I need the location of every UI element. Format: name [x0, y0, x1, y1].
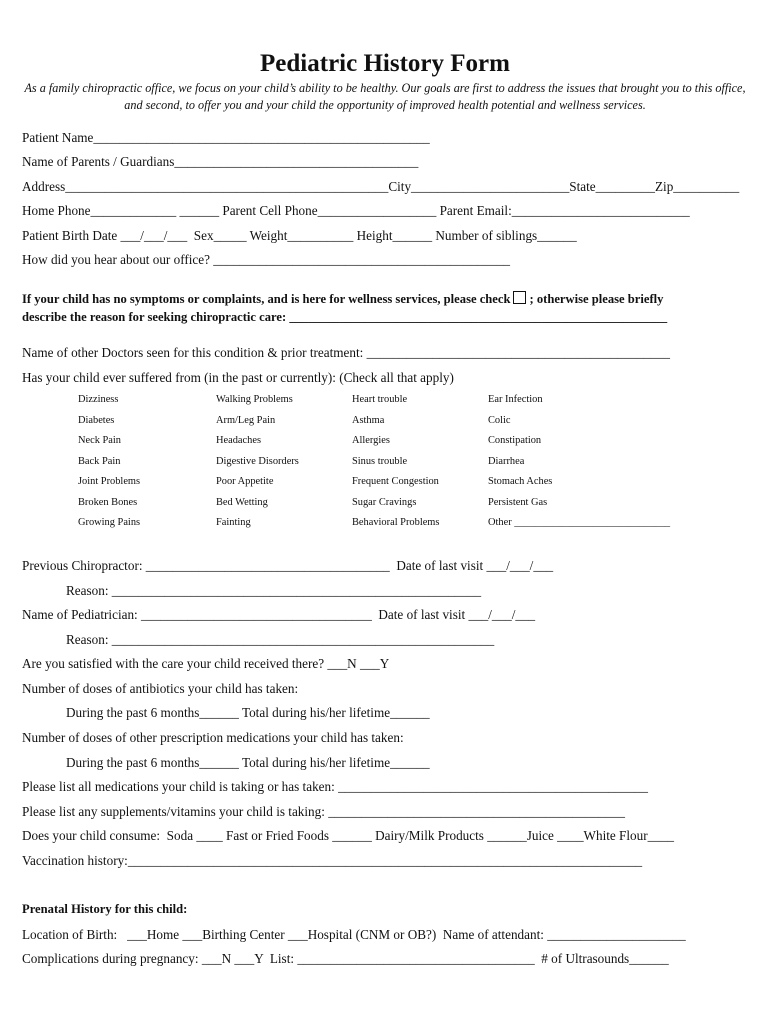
pediatrician-reason-field[interactable]: Reason: __________________________________________________________ — [66, 632, 495, 647]
birth-location-field[interactable]: Location of Birth: ___Home ___Birthing Center ___Hospital (CNM or OB?) Name of attendant: _____________________ — [22, 927, 686, 942]
condition-option[interactable]: Dizziness — [78, 394, 119, 405]
condition-option[interactable]: Arm/Leg Pain — [216, 414, 276, 426]
condition-option[interactable]: Colic — [488, 414, 511, 426]
reason-field[interactable]: describe the reason for seeking chiropractic care: ____________________________________________________________ — [22, 310, 668, 324]
condition-option[interactable]: Diabetes — [78, 414, 115, 426]
satisfied-field[interactable]: Are you satisfied with the care your child received there? ___N ___Y — [22, 656, 390, 671]
condition-option[interactable]: Frequent Congestion — [352, 476, 439, 487]
condition-option[interactable]: Stomach Aches — [488, 476, 553, 487]
other-meds-doses-field[interactable]: During the past 6 months______ Total during his/her lifetime______ — [66, 755, 430, 770]
previous-chiropractor-field[interactable]: Previous Chiropractor: _____________________________________ Date of last visit ___/___/___ — [22, 558, 554, 573]
conditions-question: Has your child ever suffered from (in the past or currently): (Check all that apply) — [22, 370, 454, 385]
condition-option[interactable]: Diarrhea — [488, 455, 525, 467]
wellness-statement — [22, 291, 663, 307]
parents-field[interactable]: Name of Parents / Guardians_____________________________________ — [22, 154, 419, 169]
address-field[interactable]: Address_________________________________________________City________________________State_________Zip__________ — [22, 179, 740, 194]
condition-option[interactable]: Fainting — [216, 517, 251, 528]
condition-option[interactable]: Sinus trouble — [352, 455, 408, 467]
condition-option[interactable]: Digestive Disorders — [216, 455, 299, 467]
condition-option[interactable]: Heart trouble — [352, 394, 408, 405]
supplements-field[interactable]: Please list any supplements/vitamins your child is taking: _____________________________________________ — [22, 804, 625, 819]
form-title: Pediatric History Form — [260, 50, 510, 77]
pregnancy-complications-field[interactable]: Complications during pregnancy: ___N ___Y List: ____________________________________ # of Ultrasounds______ — [22, 951, 669, 966]
condition-option[interactable]: Back Pain — [78, 455, 121, 467]
condition-option[interactable]: Persistent Gas — [488, 496, 548, 508]
condition-option[interactable]: Asthma — [352, 414, 385, 426]
condition-option[interactable]: Sugar Cravings — [352, 496, 417, 508]
wellness-text-1: If your child has no symptoms or complaints, and is here for wellness services, please check — [22, 292, 511, 306]
consumption-field[interactable]: Does your child consume: Soda ____ Fast or Fried Foods ______ Dairy/Milk Products ______Juice ____White Flour____ — [22, 828, 675, 843]
patient-name-field[interactable]: Patient Name___________________________________________________ — [22, 130, 430, 145]
condition-option[interactable]: Ear Infection — [488, 394, 543, 405]
form-intro: As a family chiropractic office, we focus on your child’s ability to be healthy. Our goals are first to address the issues that brought you to this office, and second, to offer you and your child the opportunity of improved health potential and wellness services. — [24, 81, 746, 112]
condition-option[interactable]: Broken Bones — [78, 496, 138, 508]
phones-field[interactable]: Home Phone_____________ ______ Parent Cell Phone__________________ Parent Email:___________________________ — [22, 203, 690, 218]
condition-option[interactable]: Other ______________________________ — [488, 517, 671, 528]
referral-field[interactable]: How did you hear about our office? _____________________________________________ — [22, 252, 511, 267]
condition-option[interactable]: Allergies — [352, 435, 390, 446]
condition-option[interactable]: Constipation — [488, 435, 542, 446]
medications-field[interactable]: Please list all medications your child is taking or has taken: _______________________________________________ — [22, 779, 648, 794]
condition-option[interactable]: Growing Pains — [78, 517, 141, 528]
birth-info-field[interactable]: Patient Birth Date ___/___/___ Sex_____ Weight__________ Height______ Number of siblings______ — [22, 228, 577, 243]
chiropractor-reason-field[interactable]: Reason: ________________________________________________________ — [66, 583, 482, 598]
vaccination-field[interactable]: Vaccination history:______________________________________________________________________________ — [22, 853, 643, 868]
condition-option[interactable]: Bed Wetting — [216, 496, 268, 508]
antibiotics-question: Number of doses of antibiotics your child has taken: — [22, 681, 299, 696]
prenatal-heading: Prenatal History for this child: — [22, 902, 188, 916]
condition-option[interactable]: Joint Problems — [78, 476, 141, 487]
wellness-checkbox[interactable] — [513, 291, 526, 304]
condition-option[interactable]: Headaches — [216, 435, 261, 446]
antibiotics-doses-field[interactable]: During the past 6 months______ Total during his/her lifetime______ — [66, 705, 430, 720]
pediatrician-field[interactable]: Name of Pediatrician: ___________________________________ Date of last visit ___/___/___ — [22, 607, 536, 622]
condition-option[interactable]: Walking Problems — [216, 394, 293, 405]
condition-option[interactable]: Poor Appetite — [216, 476, 274, 487]
other-meds-question: Number of doses of other prescription medications your child has taken: — [22, 730, 404, 745]
condition-option[interactable]: Neck Pain — [78, 435, 121, 446]
condition-option[interactable]: Behavioral Problems — [352, 517, 440, 528]
wellness-text-2: ; otherwise please briefly — [529, 292, 664, 306]
other-doctors-field[interactable]: Name of other Doctors seen for this condition & prior treatment: ______________________________________________ — [22, 345, 670, 360]
